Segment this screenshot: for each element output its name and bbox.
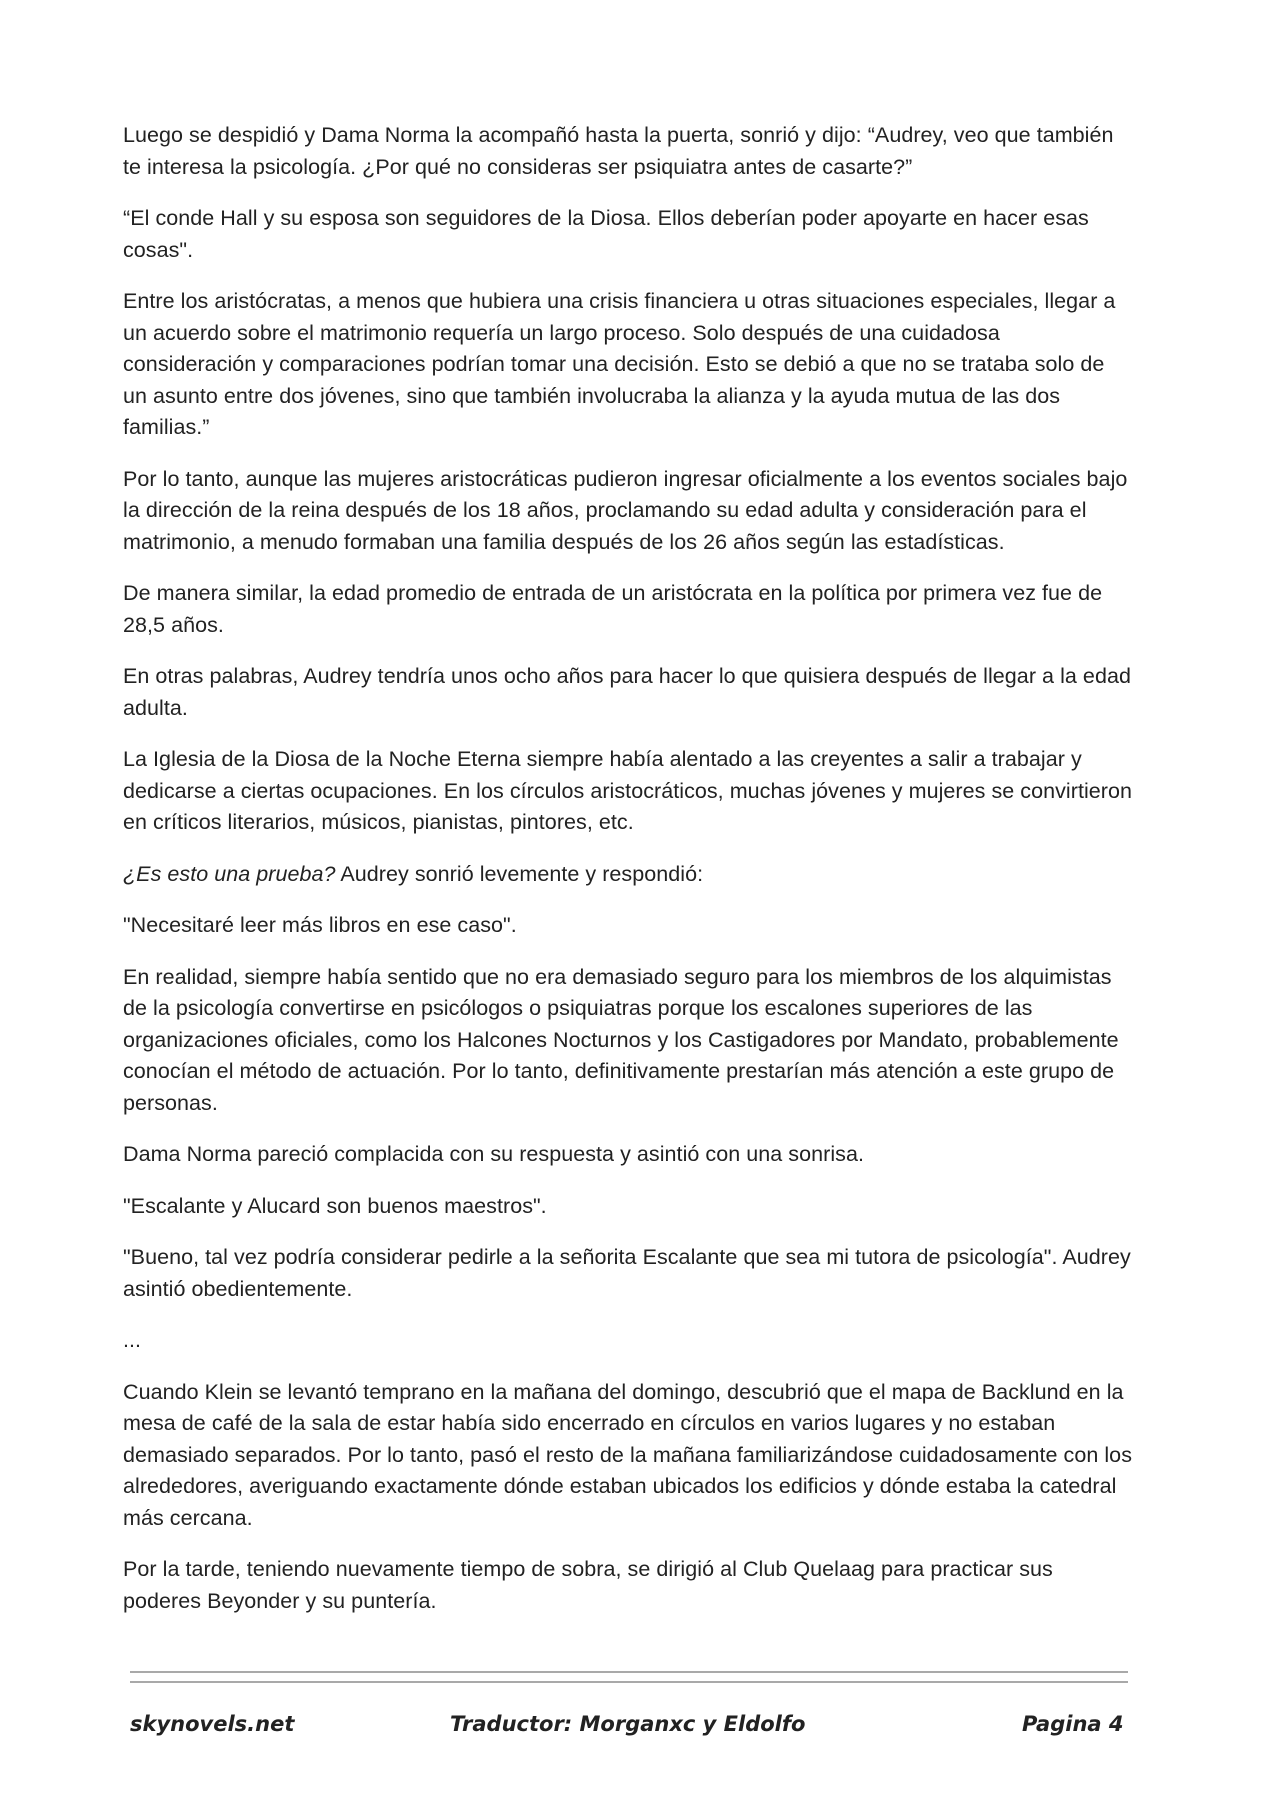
paragraph-12: "Escalante y Alucard son buenos maestros". [123, 1193, 547, 1218]
footer-translator: Traductor: Morganxc y Eldolfo [450, 1712, 806, 1736]
paragraph-8-text: Audrey sonrió levemente y respondió: [335, 861, 704, 886]
footer-page-number: Pagina 4 [1022, 1712, 1124, 1736]
paragraph-8 [123, 859, 1133, 891]
paragraph-5: De manera similar, la edad promedio de entrada de un aristócrata en la política por primera vez fue de 28,5 años. [123, 581, 1103, 637]
paragraph-4: Por lo tanto, aunque las mujeres aristocráticas pudieron ingresar oficialmente a los eventos sociales bajo la dirección de la reina después de los 18 años, proclamando su edad adulta y consideración para el matrimonio, a menudo formaban una familia después de los 26 años según las estadísticas. [123, 466, 1128, 554]
paragraph-7: La Iglesia de la Diosa de la Noche Eterna siempre había alentado a las creyentes a salir a trabajar y dedicarse a ciertas ocupaciones. En los círculos aristocráticos, muchas jóvenes y mujeres se convirtieron en críticos literarios, músicos, pianistas, pintores, etc. [123, 747, 1133, 834]
paragraph-3: Entre los aristócratas, a menos que hubiera una crisis financiera u otras situaciones especiales, llegar a un acuerdo sobre el matrimonio requería un largo proceso. Solo después de una cuidadosa consideración y comparaciones podrían tomar una decisión. Esto se debió a que no se trataba solo de un asunto entre dos jóvenes, sino que también involucraba la alianza y la ayuda mutua de las dos familias.” [123, 289, 1116, 439]
scene-break: ... [123, 1328, 142, 1352]
paragraph-11: Dama Norma pareció complacida con su respuesta y asintió con una sonrisa. [123, 1142, 864, 1166]
paragraph-15: Cuando Klein se levantó temprano en la mañana del domingo, descubrió que el mapa de Backlund en la mesa de café de la sala de estar había sido encerrado en círculos en varios lugares y no estaban demasiado separados. Por lo tanto, pasó el resto de la mañana familiarizándose cuidadosamente con los alrededores, averiguando exactamente dónde estaban ubicados los edificios y dónde estaba la catedral más cercana. [123, 1379, 1132, 1530]
paragraph-16: Por la tarde, teniendo nuevamente tiempo de sobra, se dirigió al Club Quelaag para practicar sus poderes Beyonder y su puntería. [123, 1557, 1053, 1613]
paragraph-9: "Necesitaré leer más libros en ese caso". [123, 913, 517, 937]
paragraph-2: “El conde Hall y su esposa son seguidores de la Diosa. Ellos deberían poder apoyarte en hacer esas cosas". [123, 206, 1089, 262]
paragraph-6: En otras palabras, Audrey tendría unos ocho años para hacer lo que quisiera después de llegar a la edad adulta. [123, 664, 1131, 720]
footer-divider-bottom [130, 1681, 1128, 1683]
paragraph-8-italic: ¿Es esto una prueba? [123, 861, 336, 886]
page-footer [0, 1712, 1280, 1746]
footer-divider-top [130, 1671, 1128, 1673]
footer-site: skynovels.net [130, 1712, 295, 1736]
paragraph-10: En realidad, siempre había sentido que no era demasiado seguro para los miembros de los alquimistas de la psicología convertirse en psicólogos o psiquiatras porque los escalones superiores de las organizaciones oficiales, como los Halcones Nocturnos y los Castigadores por Mandato, probablemente conocían el método de actuación. Por lo tanto, definitivamente prestarían más atención a este grupo de personas. [123, 964, 1119, 1115]
page-body [123, 120, 1133, 1637]
paragraph-1: Luego se despidió y Dama Norma la acompañó hasta la puerta, sonrió y dijo: “Audrey, veo que también te interesa la psicología. ¿Por qué no consideras ser psiquiatra antes de casarte?” [123, 123, 1114, 179]
paragraph-13: "Bueno, tal vez podría considerar pedirle a la señorita Escalante que sea mi tutora de psicología". Audrey asintió obedientemente. [123, 1245, 1131, 1301]
